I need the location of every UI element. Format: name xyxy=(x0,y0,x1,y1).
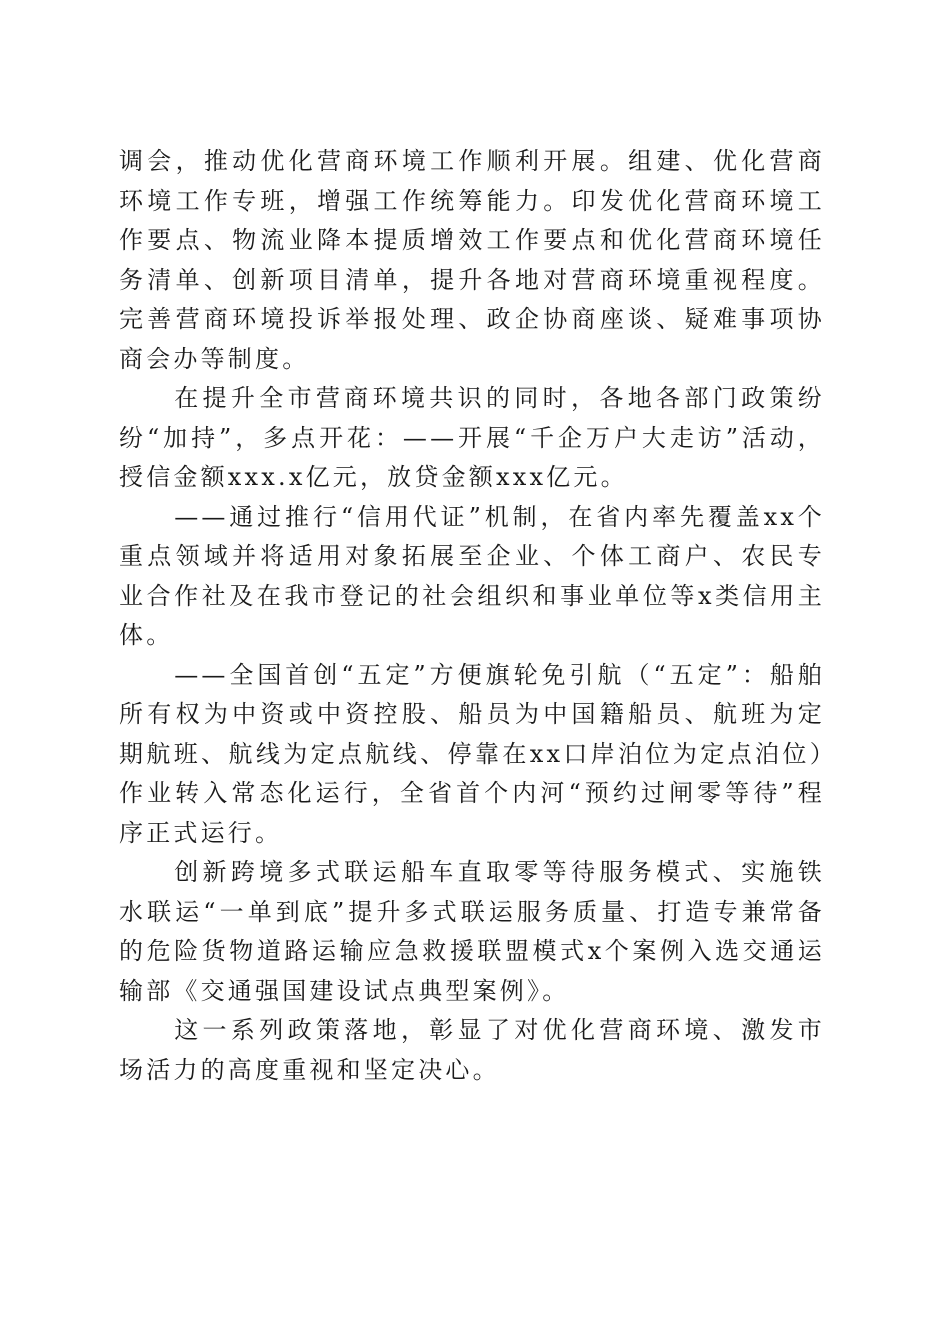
paragraph-conclusion: 这一系列政策落地，彰显了对优化营商环境、激发市场活力的高度重视和坚定决心。 xyxy=(119,1016,825,1084)
document-body xyxy=(119,142,825,1090)
paragraph-credit-certificate: ——通过推行“信用代证”机制，在省内率先覆盖xx个重点领域并将适用对象拓展至企业、个体工商户、农民专业合作社及在我市登记的社会组织和事业单位等x类信用主体。 xyxy=(119,502,825,649)
paragraph-consensus: 在提升全市营商环境共识的同时，各地各部门政策纷纷“加持”，多点开花：——开展“千企万户大走访”活动，授信金额xxx.x亿元，放贷金额xxx亿元。 xyxy=(119,384,825,491)
paragraph-continuation: 调会，推动优化营商环境工作顺利开展。组建、优化营商环境工作专班，增强工作统筹能力。印发优化营商环境工作要点、物流业降本提质增效工作要点和优化营商环境任务清单、创新项目清单，提升各地对营商环境重视程度。完善营商环境投诉举报处理、政企协商座谈、疑难事项协商会办等制度。 xyxy=(119,147,825,373)
paragraph-multimodal-cases: 创新跨境多式联运船车直取零等待服务模式、实施铁水联运“一单到底”提升多式联运服务质量、打造专兼常备的危险货物道路运输应急救援联盟模式x个案例入选交通运输部《交通强国建设试点典型案例》。 xyxy=(119,858,825,1005)
paragraph-five-fixed-pilotage: ——全国首创“五定”方便旗轮免引航（“五定”：船舶所有权为中资或中资控股、船员为中国籍船员、航班为定期航班、航线为定点航线、停靠在xx口岸泊位为定点泊位）作业转入常态化运行，全省首个内河“预约过闸零等待”程序正式运行。 xyxy=(119,660,825,847)
